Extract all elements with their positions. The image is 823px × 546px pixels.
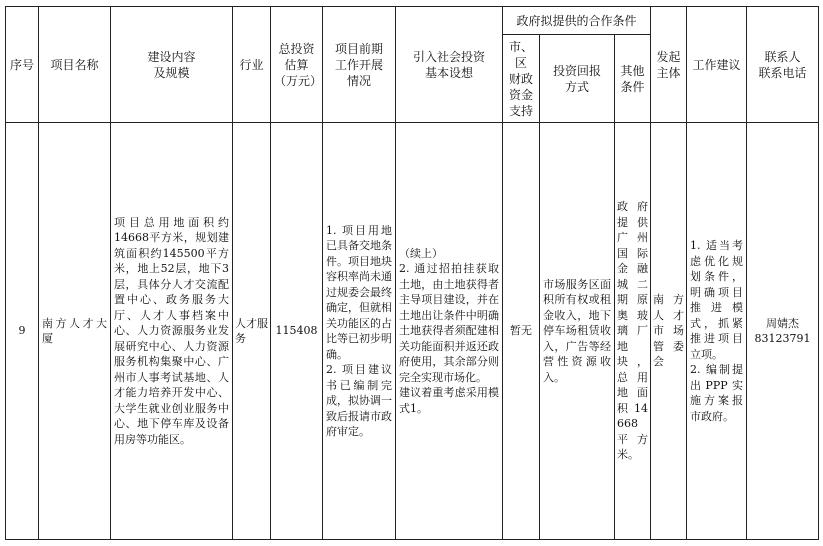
header-content-scale: 建设内容 及规模 [111, 7, 233, 123]
cell-initiator: 南方人才市场管委会 [651, 123, 687, 540]
header-work-suggestion: 工作建议 [687, 7, 747, 123]
cell-social-investment: （续上） 2. 通过招拍挂获取土地，由土地获得者主导项目建设，并在土地出让条件中明确土地获得者须配建相关功能面积并返还政府使用，其余部分则完全实现市场化。 建议着重考虑采用模式1。 [396, 123, 503, 540]
header-seq: 序号 [6, 7, 39, 123]
cell-industry: 人才服务 [233, 123, 271, 540]
header-total-investment: 总投资 估算 （万元） [271, 7, 323, 123]
header-contact: 联系人 联系电话 [747, 7, 819, 123]
table-row [6, 123, 819, 540]
header-social-investment: 引入社会投资 基本设想 [396, 7, 503, 123]
header-gov-conditions: 政府拟提供的合作条件 [503, 7, 651, 35]
header-project-name: 项目名称 [39, 7, 111, 123]
header-preliminary-work: 项目前期 工作开展 情况 [323, 7, 396, 123]
header-return-method: 投资回报 方式 [540, 35, 615, 123]
cell-seq: 9 [6, 123, 39, 540]
header-fiscal-support: 市、区 财政 资金 支持 [503, 35, 540, 123]
cell-contact: 周婧杰 83123791 [747, 123, 819, 540]
header-other-conditions: 其他 条件 [615, 35, 651, 123]
header-initiator: 发起 主体 [651, 7, 687, 123]
cell-return-method: 市场服务区面积所有权或租金收入，地下停车场租赁收入，广告等经营性资源收入。 [540, 123, 615, 540]
cell-total-investment: 115408 [271, 123, 323, 540]
project-table [5, 6, 819, 540]
cell-fiscal-support: 暂无 [503, 123, 540, 540]
header-industry: 行业 [233, 7, 271, 123]
cell-preliminary-work: 1. 项目用地已具备交地条件。项目地块容积率尚未通过规委会最终确定，但就相关功能区的占比等已初步明确。 2. 项目建议书已编制完成，拟协调一致后报请市政府审定。 [323, 123, 396, 540]
cell-project-name: 南方人才大厦 [39, 123, 111, 540]
cell-content-scale: 项目总用地面积约14668平方米，规划建筑面积约145500平方米，地上52层，地下3层，具体分人才交流配置中心、政务服务大厅、人才人事档案中心、人力资源服务业发展研究中心、人力资源服务机构集聚中心、广州市人事考试基地、人才能力培养开发中心、大学生就业创业服务中心、地下停车库及设备用房等功能区。 [111, 123, 233, 540]
cell-work-suggestion: 1. 适当考虑优化规划条件，明确项目推进模式，抓紧推进项目立项。 2. 编制提出PPP实施方案报市政府。 [687, 123, 747, 540]
cell-other-conditions: 政府提供广州国际金融城二期原奥玻璃厂地块，总用地面积14668平方米。 [615, 123, 651, 540]
